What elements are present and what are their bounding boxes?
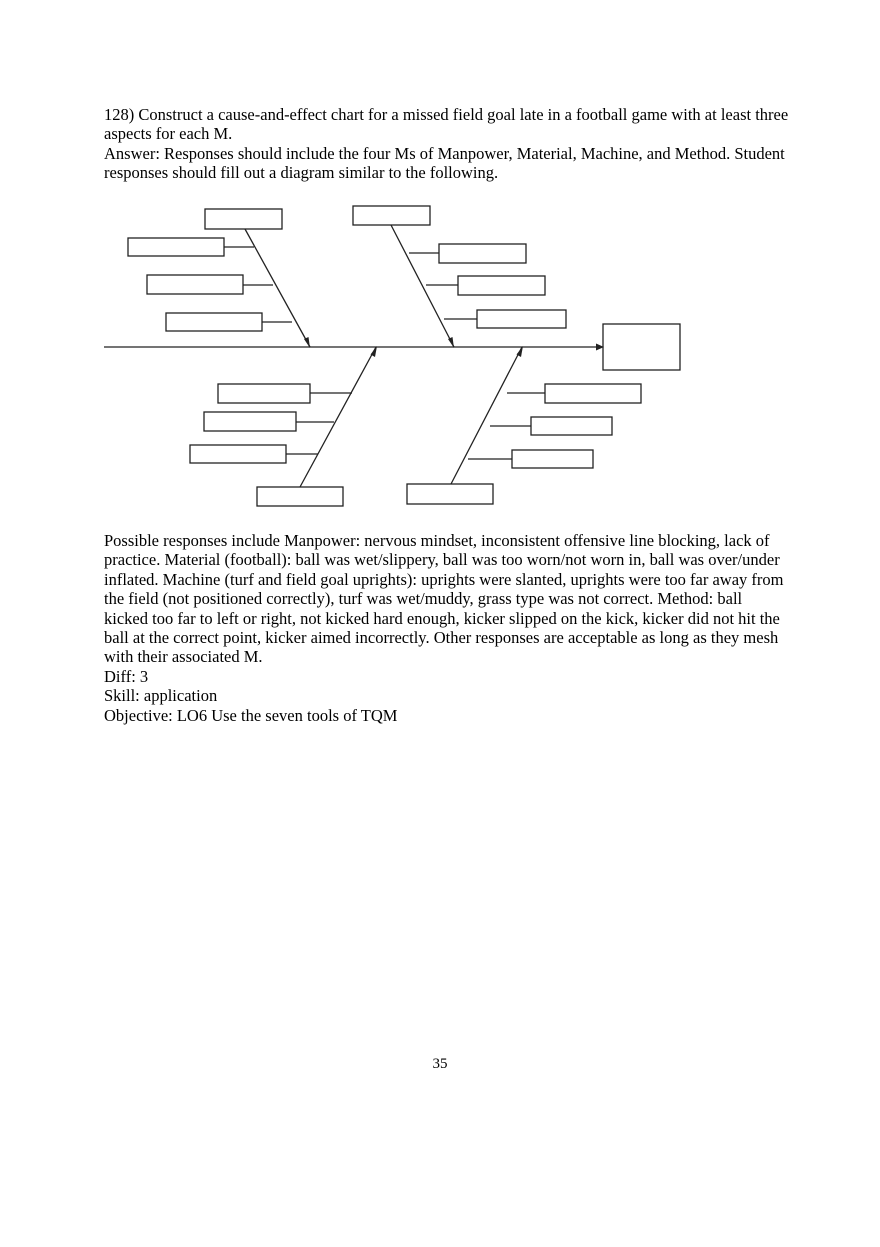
question-prompt: 128) Construct a cause-and-effect chart for a missed field goal late in a football game with at least three aspects for each M.: [104, 105, 789, 144]
difficulty: Diff: 3: [104, 666, 149, 686]
bone-line: [245, 229, 310, 347]
possible-responses: Possible responses include Manpower: nervous mindset, inconsistent offensive line blocking, lack of practice. Material (football): ball was wet/slippery, ball was too worn/not worn in, ball was over/under inflated. Machine (turf and field goal uprights): uprights were slanted, uprights were too far away from the field (not positioned correctly), turf was wet/muddy, grass type was not correct. Method: ball kicked too far to left or right, not kicked hard enough, kicker slipped on the kick, kicker did not hit the ball at the correct point, kicker aimed incorrectly. Other responses are acceptable as long as they mesh with their associated M.: [104, 531, 784, 667]
answer-text: Answer: Responses should include the four Ms of Manpower, Material, Machine, and Method. Student responses should fill out a diagram similar to the following.: [104, 143, 785, 183]
bone-line: [391, 225, 454, 347]
category-box: [407, 484, 493, 504]
cause-box: [128, 238, 224, 256]
fishbone-diagram: [100, 200, 690, 515]
cause-box: [204, 412, 296, 431]
cause-box: [147, 275, 243, 294]
cause-box: [531, 417, 612, 435]
effect-box: [603, 324, 680, 370]
objective: Objective: LO6 Use the seven tools of TQM: [104, 705, 398, 725]
cause-box: [545, 384, 641, 403]
cause-box: [166, 313, 262, 331]
responses-block: [104, 531, 786, 725]
category-box: [257, 487, 343, 506]
cause-box: [512, 450, 593, 468]
cause-box: [477, 310, 566, 328]
cause-box: [218, 384, 310, 403]
page-number: 35: [432, 1056, 448, 1072]
question-block: [104, 105, 794, 183]
bone-line: [300, 347, 376, 487]
cause-box: [439, 244, 526, 263]
category-box: [205, 209, 282, 229]
cause-box: [458, 276, 545, 295]
skill: Skill: application: [104, 686, 218, 706]
cause-box: [190, 445, 286, 463]
category-box: [353, 206, 430, 225]
